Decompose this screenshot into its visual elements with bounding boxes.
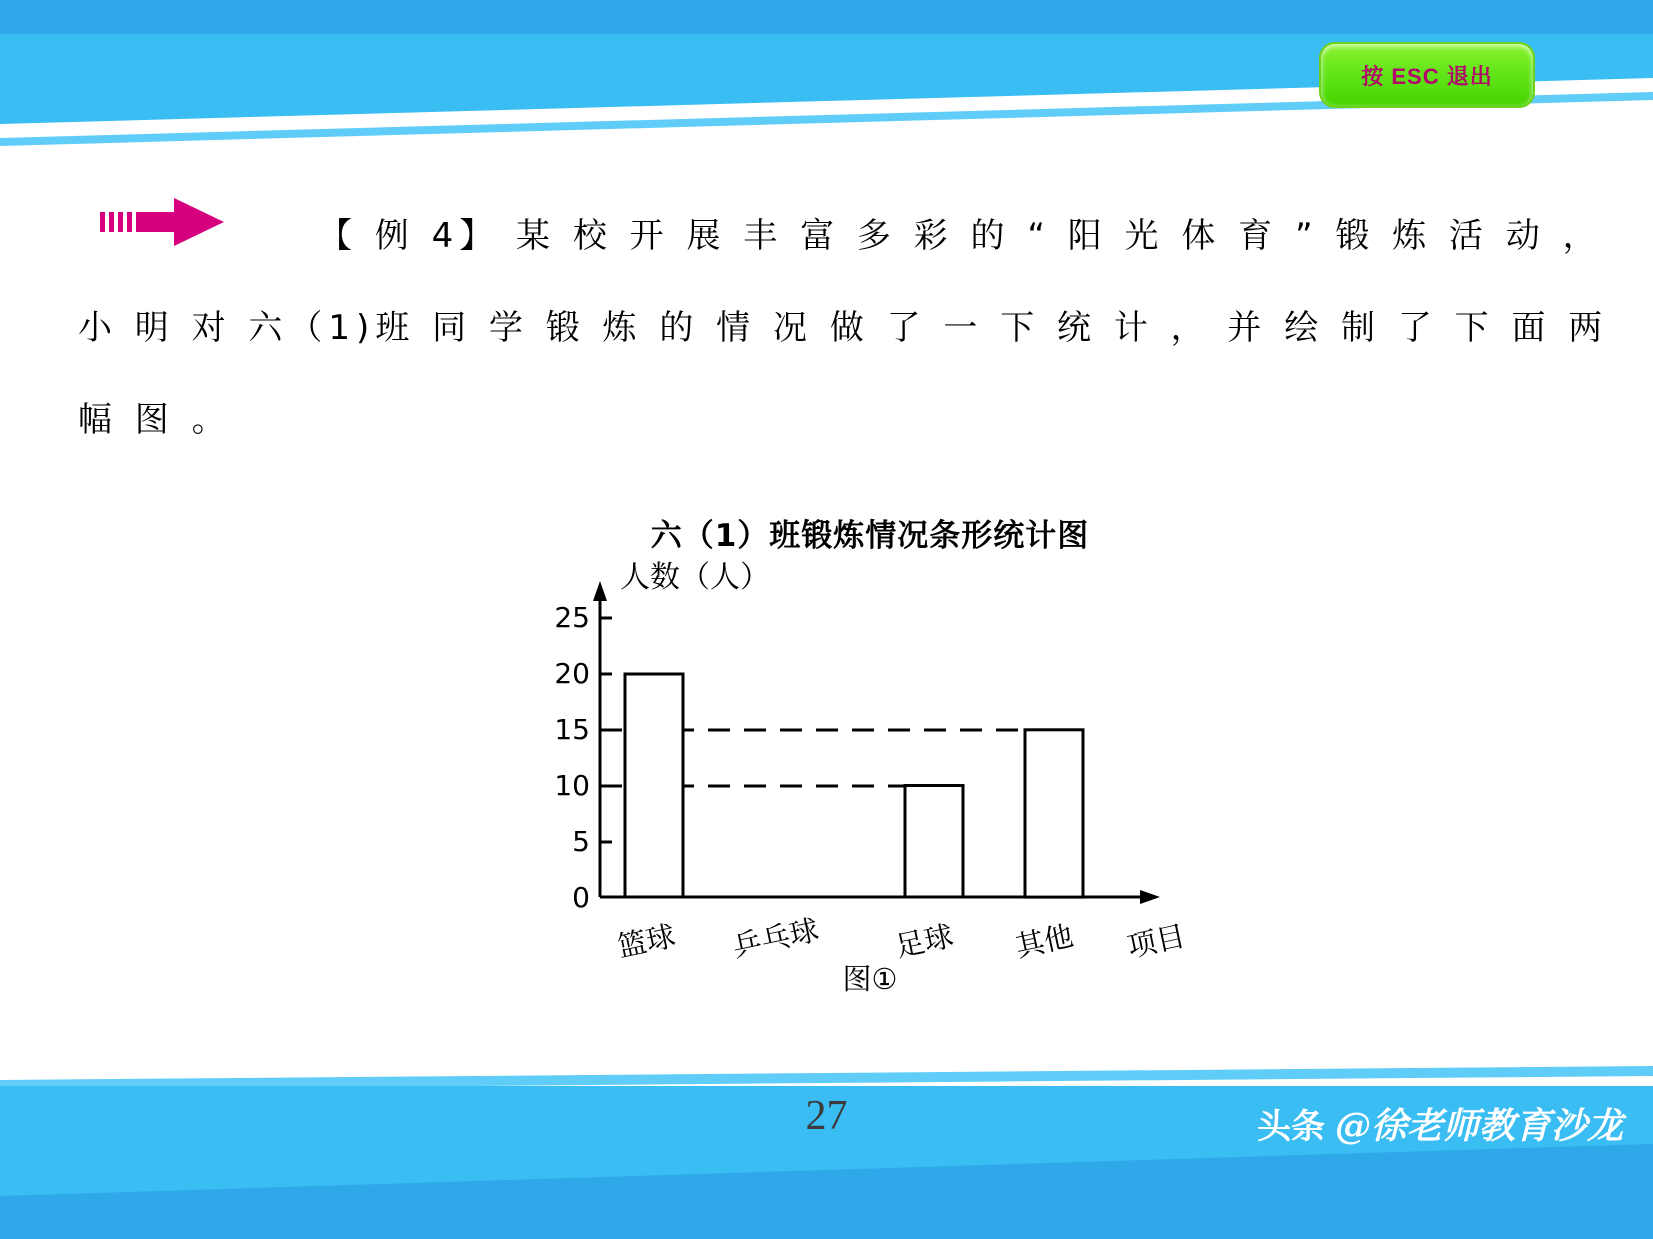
- ytick-label-10: 10: [554, 769, 590, 802]
- bar-football: [905, 786, 963, 898]
- xtick-label-pingpong: 乒乓球: [729, 912, 822, 964]
- example-text-line-2: 小 明 对 六（1)班 同 学 锻 炼 的 情 况 做 了 一 下 统 计 ， 并 绘 制 了 下 面 两: [78, 308, 1609, 348]
- chart-svg: [520, 557, 1220, 967]
- esc-exit-button-label: 按 ESC 退出: [1361, 63, 1493, 89]
- xtick-label-other: 其他: [1012, 918, 1077, 964]
- watermark: [1257, 1098, 1623, 1149]
- axis-label-y: 人数（人）: [620, 560, 770, 595]
- xtick-label-football: 足球: [892, 918, 957, 964]
- chart-title: 六（1）班锻炼情况条形统计图: [650, 518, 1090, 554]
- example-text-line-3: 幅 图 。: [78, 400, 232, 440]
- esc-exit-button[interactable]: [1319, 42, 1535, 108]
- bar-chart-figure: [520, 510, 1220, 996]
- top-band-dark: [0, 0, 1653, 34]
- example-text-line-1: 【 例 4】 某 校 开 展 丰 富 多 彩 的 “ 阳 光 体 育 ” 锻 炼 活 动 ，: [318, 216, 1603, 256]
- ytick-label-5: 5: [572, 825, 590, 858]
- ytick-label-25: 25: [554, 601, 590, 634]
- figure-caption: 图①: [842, 962, 898, 996]
- page-number: 27: [805, 1093, 848, 1139]
- ytick-label-20: 20: [554, 657, 590, 690]
- chart-plot-area: [520, 557, 1220, 996]
- watermark-author: @徐老师教育沙龙: [1334, 1105, 1623, 1147]
- ytick-label-0: 0: [572, 881, 590, 914]
- axis-label-x: 项目: [1124, 918, 1189, 964]
- example-text-block: [78, 190, 1609, 466]
- bar-other: [1025, 730, 1083, 897]
- watermark-head: 头条: [1256, 1107, 1325, 1147]
- ytick-label-15: 15: [554, 713, 590, 746]
- bar-basketball: [625, 674, 683, 897]
- xtick-label-basketball: 篮球: [614, 918, 679, 964]
